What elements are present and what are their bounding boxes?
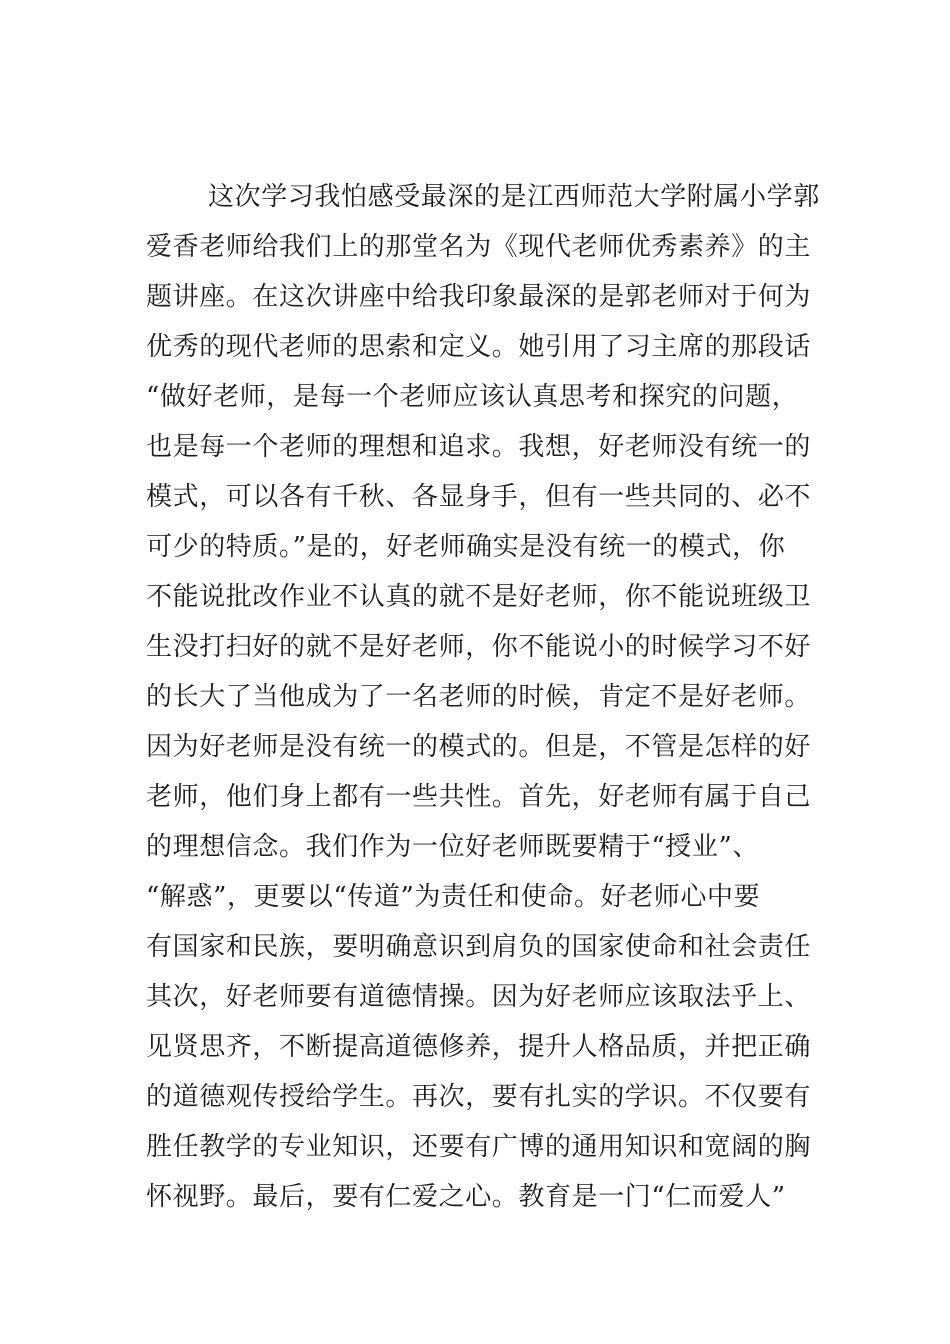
text-line-8: 可少的特质。”是的，好老师确实是没有统一的模式，你 <box>146 532 786 562</box>
text-line-3: 题讲座。在这次讲座中给我印象最深的是郭老师对于何为 <box>146 282 812 312</box>
text-line-4: 优秀的现代老师的思索和定义。她引用了习主席的那段话 <box>146 332 812 362</box>
text-line-7: 模式，可以各有千秋、各显身手，但有一些共同的、必不 <box>146 482 812 512</box>
text-line-12: 因为好老师是没有统一的模式的。但是，不管是怎样的好 <box>146 732 812 762</box>
text-line-9: 不能说批改作业不认真的就不是好老师，你不能说班级卫 <box>146 582 812 612</box>
text-line-14: 的理想信念。我们作为一位好老师既要精于“授业”、 <box>146 832 759 862</box>
text-line-5: “做好老师，是每一个老师应该认真思考和探究的问题， <box>146 382 799 412</box>
text-line-1: 这次学习我怕感受最深的是江西师范大学附属小学郭 <box>208 182 820 212</box>
text-line-13: 老师，他们身上都有一些共性。首先，好老师有属于自己 <box>146 782 812 812</box>
text-line-15: “解惑”，更要以“传道”为责任和使命。好老师心中要 <box>146 882 761 912</box>
text-line-21: 怀视野。最后，要有仁爱之心。教育是一门“仁而爱人” <box>146 1182 786 1212</box>
text-line-19: 的道德观传授给学生。再次，要有扎实的学识。不仅要有 <box>146 1082 812 1112</box>
text-line-6: 也是每一个老师的理想和追求。我想，好老师没有统一的 <box>146 432 812 462</box>
text-line-20: 胜任教学的专业知识，还要有广博的通用知识和宽阔的胸 <box>146 1132 812 1162</box>
text-line-16: 有国家和民族，要明确意识到肩负的国家使命和社会责任 <box>146 932 812 962</box>
text-line-10: 生没打扫好的就不是好老师，你不能说小的时候学习不好 <box>146 632 812 662</box>
text-line-11: 的长大了当他成为了一名老师的时候，肯定不是好老师。 <box>146 682 812 712</box>
text-line-2: 爱香老师给我们上的那堂名为《现代老师优秀素养》的主 <box>146 232 812 262</box>
text-line-18: 见贤思齐，不断提高道德修养，提升人格品质，并把正确 <box>146 1032 812 1062</box>
text-line-17: 其次，好老师要有道德情操。因为好老师应该取法乎上、 <box>146 982 812 1012</box>
